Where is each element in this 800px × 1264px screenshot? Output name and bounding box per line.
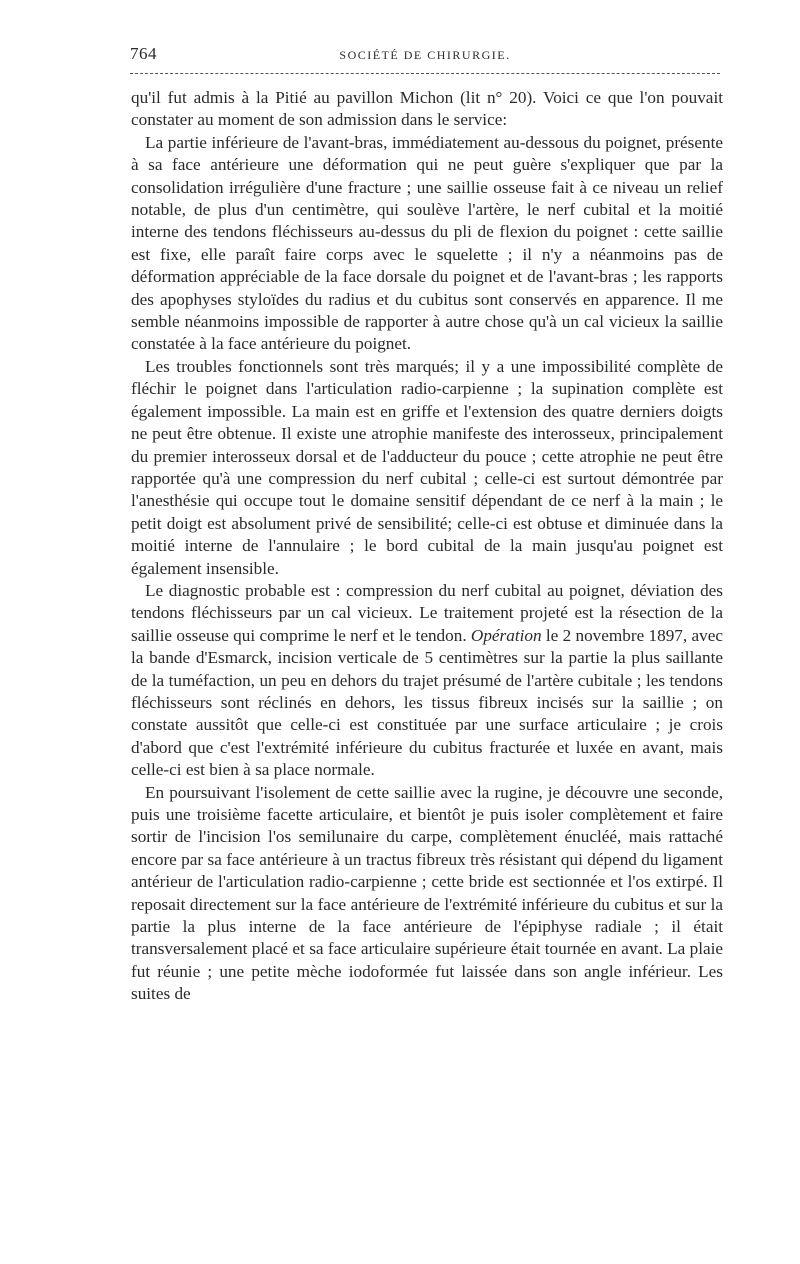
paragraph-examination: La partie inférieure de l'avant-bras, immédiatement au-dessous du poignet, présente à sa face antérieure une déformation qui ne peut guère s'expliquer que par la consolidation irrégulière d'une fracture ; une saillie osseuse fait à ce niveau un relief notable, de plus d'un centimètre, qui soulève l'artère, le nerf cubital et la moitié interne des tendons fléchisseurs au-dessus du pli de flexion du poignet : cette saillie est fixe, elle paraît faire corps avec le squelette ; il n'y a néanmoins pas de déformation appréciable de la face dorsale du poignet et de l'avant-bras ; les rapports des apophyses styloïdes du radius et du cubitus sont conservés en apparence. Il me semble néanmoins impossible de rapporter à autre chose qu'à un cal vicieux la saillie constatée à la face antérieure du poignet. [131,132,723,354]
paragraph-functional-troubles: Les troubles fonctionnels sont très marqués; il y a une impossibilité complète de fléchir le poignet dans l'articulation radio-carpienne ; la supination complète est également impossible. La main est en griffe et l'extension des quatre derniers doigts ne peut être obtenue. Il existe une atrophie manifeste des interosseux, principalement du premier interosseux dorsal et de l'adducteur du pouce ; cette atrophie ne peut être rapportée qu'à une compression du nerf cubital ; celle-ci est surtout démontrée par l'anesthésie qui occupe tout le domaine sensitif dépendant de ce nerf à la main ; le petit doigt est absolument privé de sensibilité; celle-ci est obtuse et diminuée dans la moitié interne de l'annulaire ; le bord cubital de la main jusqu'au poignet est également insensible. [131,356,723,578]
paragraph-extraction: En poursuivant l'isolement de cette saillie avec la rugine, je découvre une seconde, puis une troisième facette articulaire, et bientôt je puis isoler complètement et faire sortir de l'incision l'os semilunaire du carpe, complètement énucléé, mais rattaché encore par sa face antérieure à un tractus fibreux très résistant qui dépend du ligament antérieur de l'articulation radio-carpienne ; cette bride est sectionnée et l'os extirpé. Il reposait directement sur la face antérieure de l'extrémité inférieure du cubitus et sur la partie la plus interne de la face antérieure de l'épiphyse radiale ; il était transversalement placé et sa face articulaire supérieure était tournée en avant. La plaie fut réunie ; une petite mèche iodoformée fut laissée dans son angle inférieur. Les suites de [131,782,723,1004]
article-body [131,87,723,1006]
header-rule [130,73,720,74]
operation-italic: Opération [470,625,542,645]
operation-text: le 2 novembre 1897, avec la bande d'Esmarck, incision verticale de 5 centimètres sur la partie la plus saillante de la tuméfaction, un peu en dehors du trajet présumé de l'artère cubitale ; les tendons fléchisseurs sont réclinés en dehors, les tissus fibreux incisés sur la saillie ; on constate aussitôt que celle-ci est constituée par une surface articulaire ; je crois d'abord que c'est l'extrémité inférieure du cubitus fracturée et luxée en avant, mais celle-ci est bien à sa place normale. [131,625,723,780]
diagnosis-text: Le diagnostic probable est : compression du nerf cubital au poignet, déviation des tendons fléchisseurs par un cal vicieux. Le traitement projeté est la résection de la saillie osseuse qui comprime le nerf et le tendon. [131,580,723,645]
running-head [130,40,720,70]
journal-title: SOCIÉTÉ DE CHIRURGIE. [339,48,511,62]
paragraph-diagnosis-operation [131,580,723,782]
page-number: 764 [130,44,157,63]
paragraph-admission: qu'il fut admis à la Pitié au pavillon Michon (lit n° 20). Voici ce que l'on pouvait constater au moment de son admission dans le service: [131,88,723,130]
